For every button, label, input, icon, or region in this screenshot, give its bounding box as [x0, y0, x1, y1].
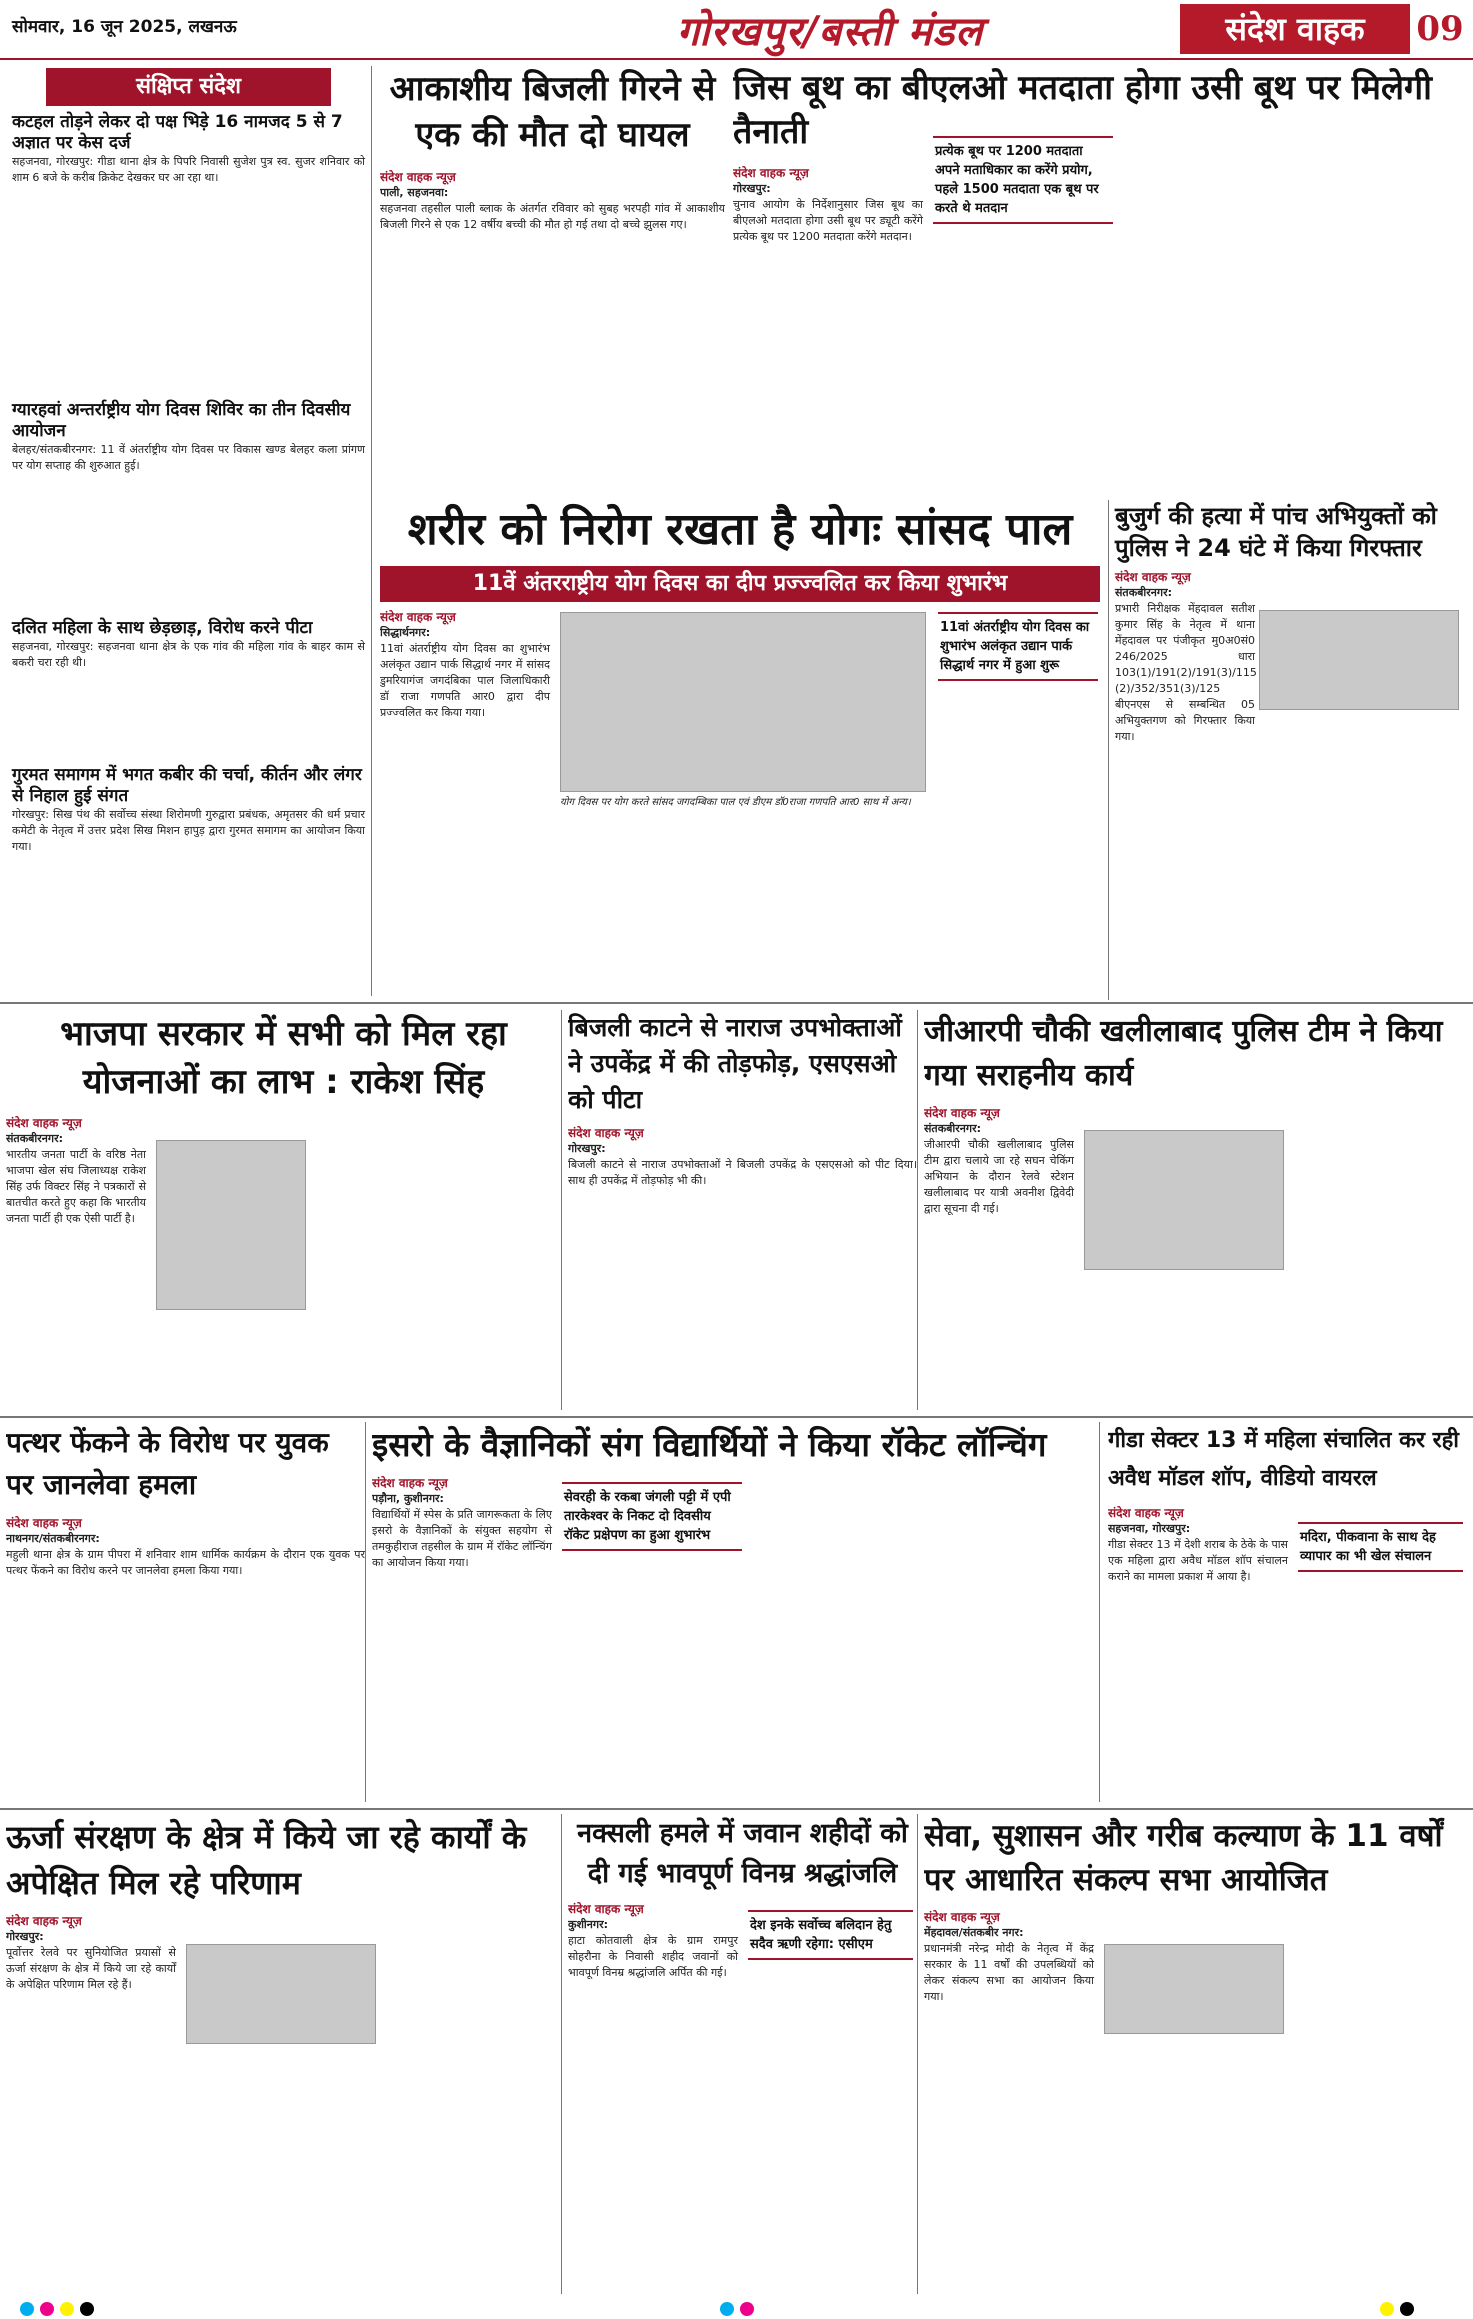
yoga-photo [560, 612, 926, 792]
article-headline: जिस बूथ का बीएलओ मतदाता होगा उसी बूथ पर मिलेगी तैनाती [733, 68, 1432, 152]
article-highlight: प्रत्येक बूथ पर 1200 मतदाता अपने मताधिकार का करेंगे प्रयोग, पहले 1500 मतदाता एक बूथ पर करते थे मतदान [933, 136, 1113, 224]
article-headline: नक्सली हमले में जवान शहीदों को दी गई भावपूर्ण विनम्र श्रद्धांजलि [577, 1818, 908, 1889]
section-rule [0, 1416, 1473, 1418]
article-body: पूर्वोत्तर रेलवे पर सुनियोजित प्रयासों से ऊर्जा संरक्षण के क्षेत्र में किये जा रहे कार्यों के अपेक्षित परिणाम मिल रहे हैं। [6, 1946, 176, 1991]
sidebar-briefs [6, 66, 372, 996]
article-byline: संदेश वाहक न्यूज़ [380, 610, 456, 624]
article-grp [924, 1010, 1467, 1410]
article-body: हाटा कोतवाली क्षेत्र के ग्राम रामपुर सोहरौना के निवासी शहीद जवानों को भावपूर्ण विनम्र श्रद्धांजलि अर्पित की गई। [568, 1934, 738, 1979]
article-dateline: गोरखपुर: [6, 1930, 44, 1943]
article-body: प्रभारी निरीक्षक मेंहदावल सतीश कुमार सिंह के नेतृत्व में थाना मेंहदावल पर पंजीकृत मु0अ0सं0 246/2025 धारा 103(1)/191(2)/191(3)/115 (2)/352/351(3)/125 बीएनएस से सम्बन्धित 05 अभियुक्तगण को गिरफ्तार किया गया। [1115, 602, 1257, 743]
registration-mark [740, 2302, 754, 2316]
brief-body: सहजनवा, गोरखपुर: गीडा थाना क्षेत्र के पिपरि निवासी सुजेश पुत्र स्व. सुजर शनिवार को शाम 6 बजे के करीब क्रिकेट देखकर घर आ रहा था। [12, 155, 365, 184]
article-body: बिजली काटने से नाराज उपभोक्ताओं ने बिजली उपकेंद्र के एसएसओ को पीट दिया। साथ ही उपकेंद्र में तोड़फोड़ भी की। [568, 1158, 917, 1187]
registration-mark [60, 2302, 74, 2316]
page-number: 09 [1416, 9, 1464, 49]
grp-photo [1084, 1130, 1284, 1270]
registration-mark [1400, 2302, 1414, 2316]
article-byline: संदेश वाहक न्यूज़ [924, 1106, 1000, 1120]
brief-body: बेलहर/संतकबीरनगर: 11 वें अंतर्राष्ट्रीय योग दिवस पर विकास खण्ड बेलहर कला प्रांगण पर योग सप्ताह की शुरुआत हुई। [12, 443, 365, 472]
article-dateline: गोरखपुर: [568, 1142, 606, 1155]
article-headline: इसरो के वैज्ञानिकों संग विद्यार्थियों ने किया रॉकेट लॉन्चिंग [372, 1425, 1047, 1464]
brief-item [6, 400, 371, 612]
article-headline: पत्थर फेंकने के विरोध पर युवक पर जानलेवा हमला [6, 1426, 329, 1501]
article-byline: संदेश वाहक न्यूज़ [1108, 1506, 1184, 1520]
article-dateline: सहजनवा, गोरखपुर: [1108, 1522, 1191, 1535]
article-body: गीडा सेक्टर 13 में देशी शराब के ठेके के पास एक महिला द्वारा अवैध मॉडल शॉप संचालन कराने का मामला प्रकाश में आया है। [1108, 1538, 1288, 1583]
article-isro [372, 1422, 1100, 1802]
article-body: भारतीय जनता पार्टी के वरिष्ठ नेता भाजपा खेल संघ जिलाध्यक्ष राकेश सिंह उर्फ विक्टर सिंह ने पत्रकारों से बातचीत करते हुए कहा कि भारतीय जनता पार्टी ही एक ऐसी पार्टी है। [6, 1148, 146, 1225]
brief-item [6, 765, 371, 855]
brief-title: दलित महिला के साथ छेड़छाड़, विरोध करने पीटा [12, 618, 313, 638]
registration-mark [1380, 2302, 1394, 2316]
article-dateline: पाली, सहजनवा: [380, 186, 449, 199]
police-photo [1259, 610, 1459, 710]
article-highlight: 11वां अंतर्राष्ट्रीय योग दिवस का शुभारंभ अलंकृत उद्यान पार्क सिद्धार्थ नगर में हुआ शुरू [938, 612, 1098, 681]
article-martyrs [568, 1814, 918, 2294]
article-headline: सेवा, सुशासन और गरीब कल्याण के 11 वर्षों पर आधारित संकल्प सभा आयोजित [924, 1818, 1443, 1898]
article-dateline: संतकबीरनगर: [1115, 586, 1172, 599]
article-body: विद्यार्थियों में स्पेस के प्रति जागरूकता के लिए इसरो के वैज्ञानिकों के संयुक्त सहयोग से तमकुहीराज तहसील के ग्राम में रॉकेट लॉन्चिंग का आयोजन किया गया। [372, 1508, 552, 1569]
registration-mark [20, 2302, 34, 2316]
article-electricity [568, 1010, 918, 1410]
article-byline: संदेश वाहक न्यूज़ [924, 1910, 1000, 1924]
registration-mark [40, 2302, 54, 2316]
brief-title: गुरमत समागम में भगत कबीर की चर्चा, कीर्तन और लंगर से निहाल हुई संगत [12, 765, 362, 806]
article-headline: बुजुर्ग की हत्या में पांच अभियुक्तों को पुलिस ने 24 घंटे में किया गिरफ्तार [1115, 502, 1437, 562]
article-dateline: मेंहदावल/संतकबीर नगर: [924, 1926, 1024, 1939]
article-byline: संदेश वाहक न्यूज़ [1115, 570, 1191, 584]
sidebar-heading: संक्षिप्त संदेश [46, 68, 331, 106]
article-byline: संदेश वाहक न्यूज़ [568, 1902, 644, 1916]
article-body: चुनाव आयोग के निर्देशानुसार जिस बूथ का बीएलओ मतदाता होगा उसी बूथ पर ड्यूटी करेंगे प्रत्येक बूथ पर 1200 मतदाता करेंगे मतदान। [733, 198, 923, 243]
article-subhead: 11वें अंतरराष्ट्रीय योग दिवस का दीप प्रज्ज्वलित कर किया शुभारंभ [380, 566, 1100, 602]
article-headline: गीडा सेक्टर 13 में महिला संचालित कर रही अवैध मॉडल शॉप, वीडियो वायरल [1108, 1428, 1460, 1491]
article-blo [733, 66, 1467, 496]
article-byline: संदेश वाहक न्यूज़ [568, 1126, 644, 1140]
article-caption: योग दिवस पर योग करते सांसद जगदम्बिका पाल एवं डीएम डॉ0राजा गणपति आर0 साथ में अन्य। [560, 797, 911, 808]
article-headline: बिजली काटने से नाराज उपभोक्ताओं ने उपकेंद्र में की तोड़फोड़, एसएसओ को पीटा [568, 1013, 902, 1114]
masthead [0, 0, 1473, 60]
brief-item [6, 618, 371, 759]
article-byline: संदेश वाहक न्यूज़ [733, 166, 809, 180]
article-byline: संदेश वाहक न्यूज़ [6, 1116, 82, 1130]
article-energy [6, 1814, 562, 2294]
article-body: प्रधानमंत्री नरेन्द्र मोदी के नेतृत्व में केंद्र सरकार के 11 वर्षों की उपलब्धियों को लेकर संकल्प सभा का आयोजन किया गया। [924, 1942, 1094, 2003]
brief-title: ग्यारहवां अन्तर्राष्ट्रीय योग दिवस शिविर का तीन दिवसीय आयोजन [12, 400, 351, 441]
article-highlight: मदिरा, पीकवाना के साथ देह व्यापार का भी खेल संचालन [1298, 1522, 1463, 1572]
article-body: महुली थाना क्षेत्र के ग्राम पीपरा में शनिवार शाम धार्मिक कार्यक्रम के दौरान एक युवक पर पत्थर फेंकने का विरोध करने पर जानलेवा हमला किया गया। [6, 1548, 365, 1577]
article-dateline: नाथनगर/संतकबीरनगर: [6, 1532, 100, 1545]
brief-item [6, 112, 371, 394]
article-byline: संदेश वाहक न्यूज़ [6, 1914, 82, 1928]
article-headline: शरीर को निरोग रखता है योगः सांसद पाल [407, 504, 1073, 555]
registration-mark [80, 2302, 94, 2316]
article-dateline: संतकबीरनगर: [6, 1132, 63, 1145]
article-headline: जीआरपी चौकी खलीलाबाद पुलिस टीम ने किया गया सराहनीय कार्य [924, 1014, 1443, 1093]
article-highlight: देश इनके सर्वोच्च बलिदान हेतु सदैव ऋणी रहेगा: एसीएम [748, 1910, 913, 1960]
article-gida [1108, 1422, 1467, 1802]
article-body: 11वां अंतर्राष्ट्रीय योग दिवस का शुभारंभ अलंकृत उद्यान पार्क सिद्धार्थ नगर में सांसद डुमरियागंज जगदंबिका पाल जिलाधिकारी डॉ राजा गणपति आर0 द्वारा दीप प्रज्ज्वलित कर किया गया। [380, 642, 550, 719]
article-headline: भाजपा सरकार में सभी को मिल रहा योजनाओं का लाभ : राकेश सिंह [60, 1014, 507, 1102]
article-dateline: गोरखपुर: [733, 182, 771, 195]
section-title: गोरखपुर/बस्ती मंडल [676, 8, 984, 55]
article-bjp [6, 1010, 562, 1410]
article-lightning [380, 66, 725, 486]
article-dateline: पड़ौना, कुशीनगर: [372, 1492, 444, 1505]
article-stone-attack [6, 1422, 366, 1802]
article-yoga [380, 500, 1100, 1000]
article-headline: आकाशीय बिजली गिरने से एक की मौत दो घायल [389, 69, 716, 155]
brief-body: सहजनवा, गोरखपुर: सहजनवा थाना क्षेत्र के एक गांव की महिला गांव के बाहर काम से बकरी चरा रही थी। [12, 640, 365, 669]
rakesh-singh-portrait [156, 1140, 306, 1310]
issue-date: सोमवार, 16 जून 2025, लखनऊ [12, 17, 237, 37]
article-byline: संदेश वाहक न्यूज़ [6, 1516, 82, 1530]
brief-body: गोरखपुर: सिख पंथ की सर्वोच्च संस्था शिरोमणी गुरुद्वारा प्रबंधक, अमृतसर की धर्म प्रचार कमेटी के नेतृत्व में उत्तर प्रदेश सिख मिशन हापुड़ द्वारा गुरमत समागम का आयोजन किया गया। [12, 808, 365, 853]
brand-logo: संदेश वाहक [1180, 4, 1410, 54]
article-body: सहजनवा तहसील पाली ब्लाक के अंतर्गत रविवार को सुबह भरपही गांव में आकाशीय बिजली गिरने से एक 12 वर्षीय बच्ची की मौत हो गई तथा दो बच्चे झुलस गए। [380, 202, 725, 231]
article-elderly-murder [1108, 500, 1467, 1000]
registration-mark [720, 2302, 734, 2316]
article-headline: ऊर्जा संरक्षण के क्षेत्र में किये जा रहे कार्यों के अपेक्षित मिल रहे परिणाम [6, 1818, 527, 1902]
article-dateline: सिद्धार्थनगर: [380, 626, 431, 639]
article-byline: संदेश वाहक न्यूज़ [372, 1476, 448, 1490]
sankalp-photo [1104, 1944, 1284, 2034]
article-sankalp [924, 1814, 1467, 2294]
section-rule [0, 1002, 1473, 1004]
article-body: जीआरपी चौकी खलीलाबाद पुलिस टीम द्वारा चलाये जा रहे सघन चेकिंग अभियान के दौरान रेलवे स्टेशन खलीलाबाद पर यात्री अवनीश द्विवेदी द्वारा सूचना दी गई। [924, 1138, 1074, 1215]
article-dateline: संतकबीरनगर: [924, 1122, 981, 1135]
article-byline: संदेश वाहक न्यूज़ [380, 170, 456, 184]
section-rule [0, 1808, 1473, 1810]
brief-title: कटहल तोड़ने लेकर दो पक्ष भिड़े 16 नामजद 5 से 7 अज्ञात पर केस दर्ज [12, 112, 343, 153]
article-dateline: कुशीनगर: [568, 1918, 608, 1931]
train-photo [186, 1944, 376, 2044]
article-highlight: सेवरही के रकबा जंगली पट्टी में एपी तारकेश्वर के निकट दो दिवसीय रॉकेट प्रक्षेपण का हुआ शुभारंभ [562, 1482, 742, 1551]
